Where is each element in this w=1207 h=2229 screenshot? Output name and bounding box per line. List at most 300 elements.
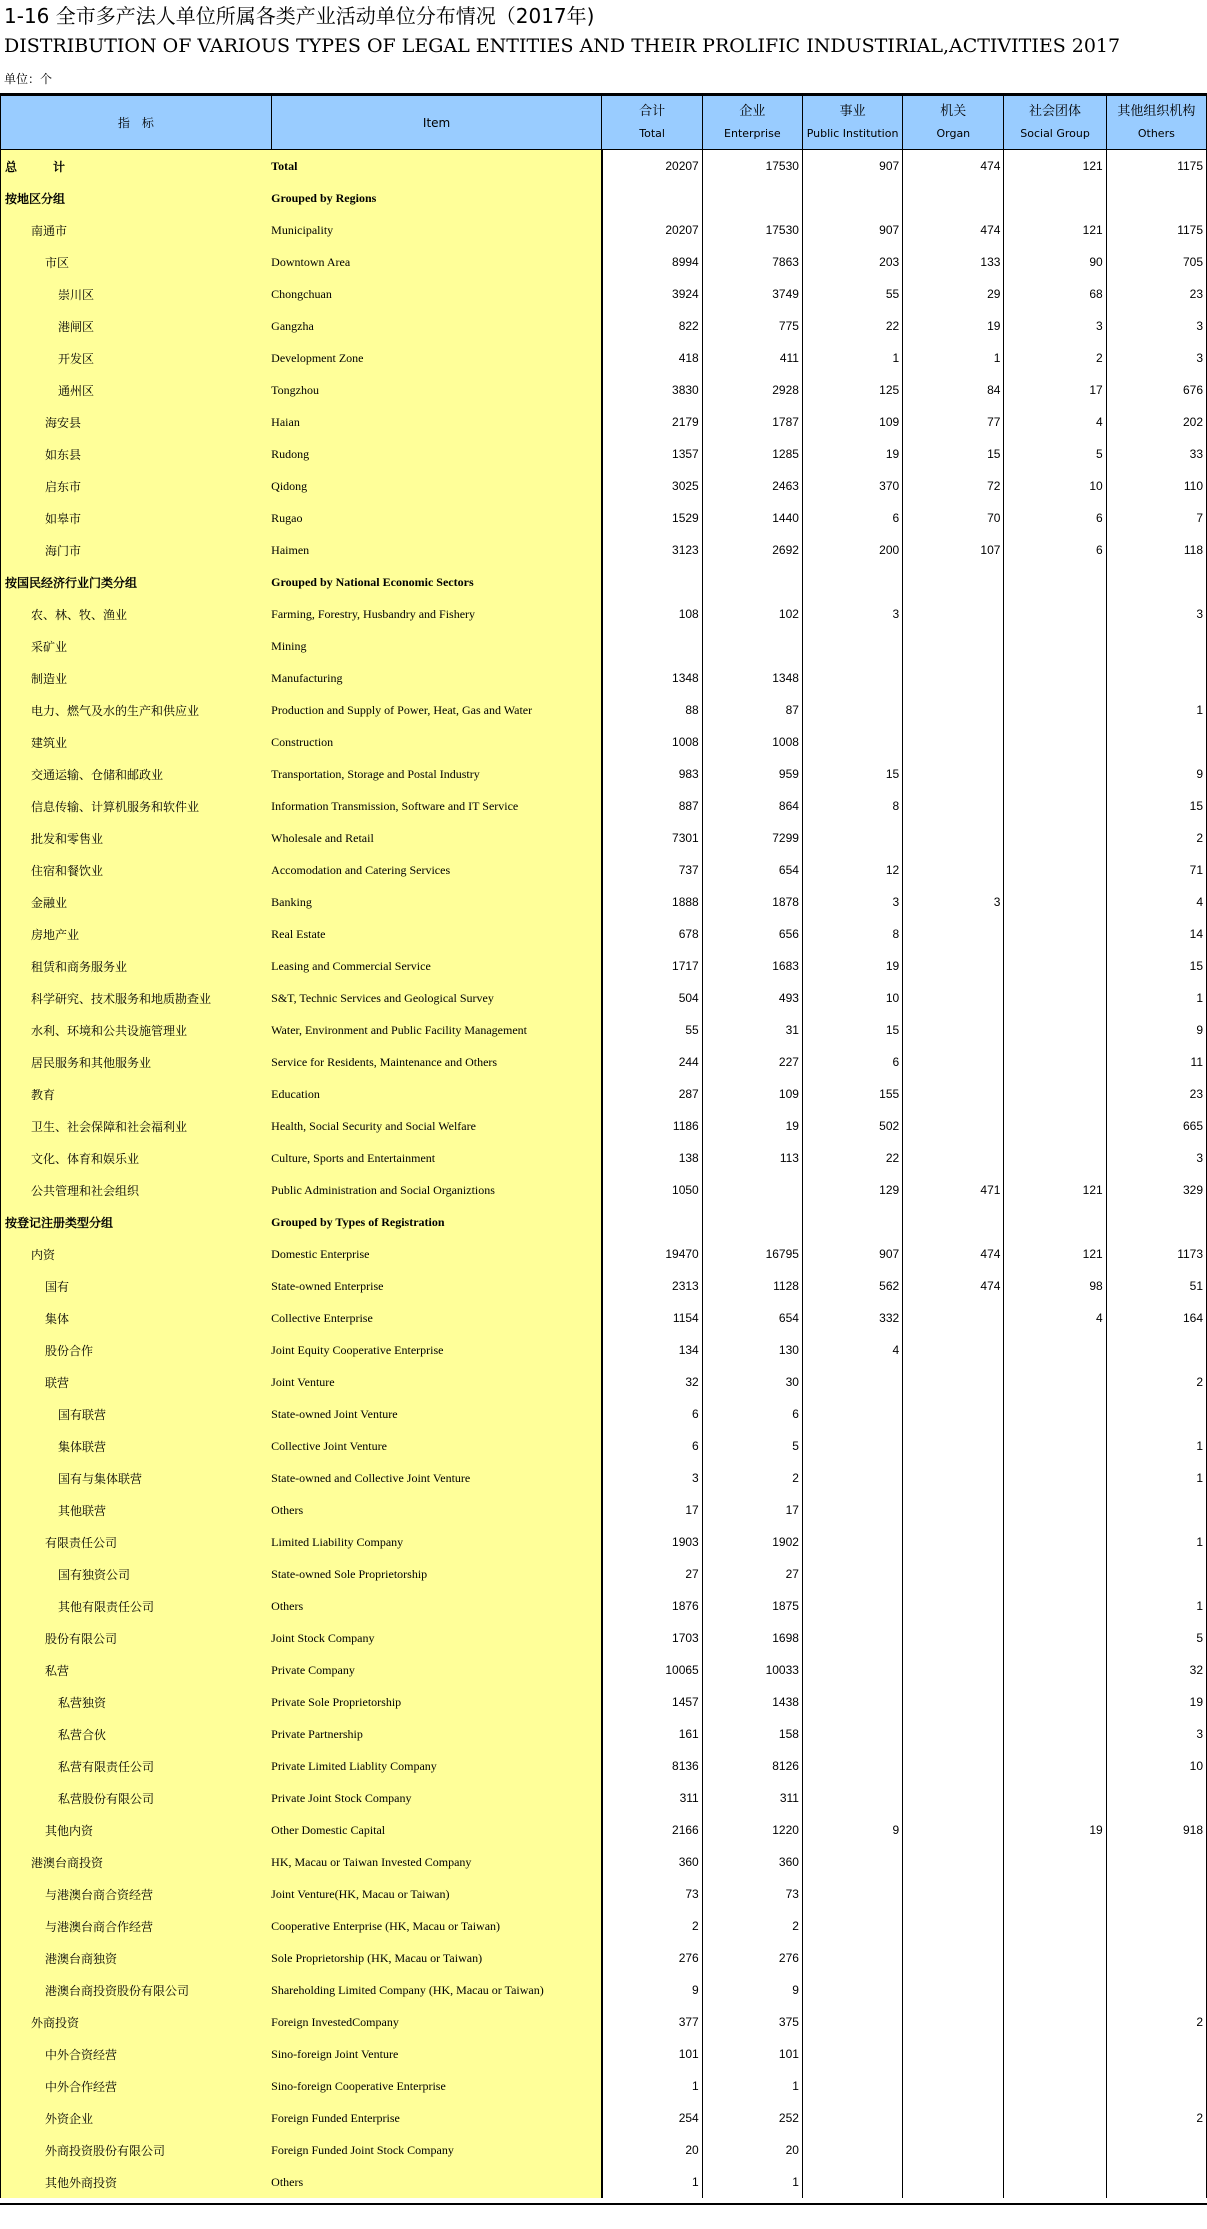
cell-organ <box>903 1622 1004 1654</box>
cell-enterprise: 252 <box>702 2102 802 2134</box>
table-row <box>1 1046 1207 1078</box>
cell-total: 20207 <box>602 214 702 246</box>
cell-total: 3830 <box>602 374 702 406</box>
row-indicator-cn: 其他外商投资 <box>1 2166 272 2198</box>
header-cn: 事业 <box>839 103 866 119</box>
cell-public-institution <box>802 1366 902 1398</box>
cell-organ <box>903 1014 1004 1046</box>
cell-organ <box>903 598 1004 630</box>
cell-social-group <box>1004 1654 1106 1686</box>
row-indicator-cn: 教育 <box>1 1078 272 1110</box>
table-row <box>1 1014 1207 1046</box>
row-indicator-cn: 私营合伙 <box>1 1718 272 1750</box>
header-others <box>1106 96 1206 150</box>
cell-organ <box>903 1462 1004 1494</box>
table-row <box>1 1526 1207 1558</box>
cell-others: 1 <box>1106 1526 1206 1558</box>
cell-others: 2 <box>1106 2102 1206 2134</box>
cell-enterprise: 1 <box>702 2166 802 2198</box>
cell-public-institution: 15 <box>802 758 902 790</box>
cell-others: 1 <box>1106 694 1206 726</box>
table-row <box>1 2134 1207 2166</box>
row-indicator-cn: 海安县 <box>1 406 272 438</box>
cell-organ <box>903 2070 1004 2102</box>
table-row <box>1 1558 1207 1590</box>
cell-others: 676 <box>1106 374 1206 406</box>
cell-social-group: 3 <box>1004 310 1106 342</box>
header-en: Organ <box>936 126 971 140</box>
row-item-en: Joint Stock Company <box>271 1622 602 1654</box>
table-row <box>1 886 1207 918</box>
cell-total: 88 <box>602 694 702 726</box>
cell-organ <box>903 1526 1004 1558</box>
row-item-en: Farming, Forestry, Husbandry and Fishery <box>271 598 602 630</box>
cell-enterprise: 31 <box>702 1014 802 1046</box>
cell-total: 1154 <box>602 1302 702 1334</box>
row-item-en: Culture, Sports and Entertainment <box>271 1142 602 1174</box>
table-row <box>1 918 1207 950</box>
cell-total <box>602 182 702 214</box>
cell-others <box>1106 1398 1206 1430</box>
row-indicator-cn: 水利、环境和公共设施管理业 <box>1 1014 272 1046</box>
cell-social-group <box>1004 1462 1106 1494</box>
cell-organ <box>903 918 1004 950</box>
row-item-en: Foreign Funded Joint Stock Company <box>271 2134 602 2166</box>
cell-organ <box>903 982 1004 1014</box>
table-row <box>1 822 1207 854</box>
table-row <box>1 1878 1207 1910</box>
cell-enterprise: 2692 <box>702 534 802 566</box>
cell-total: 138 <box>602 1142 702 1174</box>
header-en: Enterprise <box>724 126 781 140</box>
cell-social-group <box>1004 1366 1106 1398</box>
cell-total: 108 <box>602 598 702 630</box>
cell-public-institution: 155 <box>802 1078 902 1110</box>
cell-organ <box>903 1206 1004 1238</box>
cell-organ <box>903 182 1004 214</box>
row-indicator-cn: 国有联营 <box>1 1398 272 1430</box>
cell-total: 287 <box>602 1078 702 1110</box>
cell-others: 1 <box>1106 982 1206 1014</box>
cell-total: 3 <box>602 1462 702 1494</box>
cell-public-institution <box>802 1430 902 1462</box>
cell-public-institution: 10 <box>802 982 902 1014</box>
cell-public-institution <box>802 566 902 598</box>
table-row <box>1 1206 1207 1238</box>
table-row <box>1 1174 1207 1206</box>
row-item-en: Private Sole Proprietorship <box>271 1686 602 1718</box>
row-indicator-cn: 有限责任公司 <box>1 1526 272 1558</box>
cell-others: 1 <box>1106 1590 1206 1622</box>
cell-social-group <box>1004 822 1106 854</box>
cell-enterprise: 17530 <box>702 150 802 183</box>
row-indicator-cn: 采矿业 <box>1 630 272 662</box>
cell-enterprise: 1285 <box>702 438 802 470</box>
cell-others: 1 <box>1106 1430 1206 1462</box>
table-row <box>1 630 1207 662</box>
table-row <box>1 1654 1207 1686</box>
header-social-group <box>1004 96 1106 150</box>
cell-enterprise: 16795 <box>702 1238 802 1270</box>
cell-social-group: 19 <box>1004 1814 1106 1846</box>
cell-public-institution <box>802 1878 902 1910</box>
cell-enterprise: 5 <box>702 1430 802 1462</box>
table-row <box>1 438 1207 470</box>
table-row <box>1 1814 1207 1846</box>
cell-others <box>1106 1782 1206 1814</box>
row-indicator-cn: 信息传输、计算机服务和软件业 <box>1 790 272 822</box>
cell-social-group: 121 <box>1004 1174 1106 1206</box>
row-indicator-cn: 其他内资 <box>1 1814 272 1846</box>
header-organ <box>903 96 1004 150</box>
table-row <box>1 150 1207 183</box>
cell-public-institution: 6 <box>802 1046 902 1078</box>
cell-total: 9 <box>602 1974 702 2006</box>
cell-organ <box>903 566 1004 598</box>
cell-social-group <box>1004 758 1106 790</box>
row-item-en: Sino-foreign Cooperative Enterprise <box>271 2070 602 2102</box>
cell-others <box>1106 726 1206 758</box>
cell-total: 17 <box>602 1494 702 1526</box>
table-row <box>1 2070 1207 2102</box>
row-indicator-cn: 按国民经济行业门类分组 <box>1 566 272 598</box>
cell-others <box>1106 1910 1206 1942</box>
cell-public-institution <box>802 726 902 758</box>
cell-social-group <box>1004 918 1106 950</box>
row-indicator-cn: 私营独资 <box>1 1686 272 1718</box>
cell-enterprise <box>702 630 802 662</box>
cell-others: 202 <box>1106 406 1206 438</box>
cell-enterprise: 7299 <box>702 822 802 854</box>
cell-enterprise: 87 <box>702 694 802 726</box>
cell-public-institution <box>802 1942 902 1974</box>
row-indicator-cn: 电力、燃气及水的生产和供应业 <box>1 694 272 726</box>
header-cn: 合计 <box>639 103 666 119</box>
cell-total: 2 <box>602 1910 702 1942</box>
cell-organ: 107 <box>903 534 1004 566</box>
row-item-en: Grouped by National Economic Sectors <box>271 566 602 598</box>
row-item-en: State-owned Enterprise <box>271 1270 602 1302</box>
cell-enterprise: 1128 <box>702 1270 802 1302</box>
cell-enterprise: 1902 <box>702 1526 802 1558</box>
table-row <box>1 1590 1207 1622</box>
cell-enterprise: 1440 <box>702 502 802 534</box>
header-enterprise <box>702 96 802 150</box>
table-row <box>1 1302 1207 1334</box>
row-item-en: Total <box>271 150 602 183</box>
cell-social-group <box>1004 1910 1106 1942</box>
cell-others: 9 <box>1106 1014 1206 1046</box>
cell-social-group <box>1004 1622 1106 1654</box>
row-indicator-cn: 文化、体育和娱乐业 <box>1 1142 272 1174</box>
cell-enterprise: 20 <box>702 2134 802 2166</box>
cell-total <box>602 566 702 598</box>
cell-others: 164 <box>1106 1302 1206 1334</box>
row-indicator-cn: 卫生、社会保障和社会福利业 <box>1 1110 272 1142</box>
cell-total: 55 <box>602 1014 702 1046</box>
cell-others: 51 <box>1106 1270 1206 1302</box>
cell-public-institution: 19 <box>802 950 902 982</box>
cell-others: 33 <box>1106 438 1206 470</box>
cell-organ <box>903 630 1004 662</box>
cell-enterprise: 864 <box>702 790 802 822</box>
cell-total: 678 <box>602 918 702 950</box>
cell-enterprise: 1698 <box>702 1622 802 1654</box>
row-indicator-cn: 总 计 <box>1 150 272 183</box>
table-row <box>1 1142 1207 1174</box>
cell-organ <box>903 1686 1004 1718</box>
cell-public-institution <box>802 2166 902 2198</box>
table-title-cn: 1-16 全市多产法人单位所属各类产业活动单位分布情况（2017年) <box>4 4 595 28</box>
cell-others: 15 <box>1106 790 1206 822</box>
cell-others: 2 <box>1106 2006 1206 2038</box>
cell-social-group <box>1004 854 1106 886</box>
cell-total: 32 <box>602 1366 702 1398</box>
cell-public-institution: 15 <box>802 1014 902 1046</box>
table-row <box>1 1782 1207 1814</box>
cell-public-institution: 22 <box>802 1142 902 1174</box>
cell-organ <box>903 758 1004 790</box>
table-row <box>1 1366 1207 1398</box>
cell-total: 1 <box>602 2166 702 2198</box>
cell-enterprise: 1878 <box>702 886 802 918</box>
header-en: Total <box>639 126 665 140</box>
row-item-en: Production and Supply of Power, Heat, Gas and Water <box>271 694 602 726</box>
table-row <box>1 1494 1207 1526</box>
cell-public-institution <box>802 1910 902 1942</box>
cell-social-group <box>1004 886 1106 918</box>
table-row <box>1 1942 1207 1974</box>
row-item-en: Service for Residents, Maintenance and Others <box>271 1046 602 1078</box>
cell-public-institution <box>802 822 902 854</box>
row-item-en: Banking <box>271 886 602 918</box>
cell-enterprise: 8126 <box>702 1750 802 1782</box>
cell-social-group <box>1004 1942 1106 1974</box>
row-indicator-cn: 科学研究、技术服务和地质勘查业 <box>1 982 272 1014</box>
cell-enterprise: 130 <box>702 1334 802 1366</box>
row-item-en: Joint Equity Cooperative Enterprise <box>271 1334 602 1366</box>
row-indicator-cn: 启东市 <box>1 470 272 502</box>
row-item-en: Real Estate <box>271 918 602 950</box>
cell-organ: 29 <box>903 278 1004 310</box>
cell-public-institution <box>802 1686 902 1718</box>
cell-others: 3 <box>1106 310 1206 342</box>
cell-organ <box>903 1814 1004 1846</box>
cell-total: 1050 <box>602 1174 702 1206</box>
cell-public-institution <box>802 1558 902 1590</box>
cell-total: 73 <box>602 1878 702 1910</box>
row-indicator-cn: 公共管理和社会组织 <box>1 1174 272 1206</box>
cell-others: 2 <box>1106 822 1206 854</box>
cell-others: 1175 <box>1106 150 1206 183</box>
cell-social-group <box>1004 1398 1106 1430</box>
header-cn: 社会团体 <box>1029 103 1082 119</box>
cell-organ <box>903 2038 1004 2070</box>
cell-enterprise: 1348 <box>702 662 802 694</box>
cell-enterprise: 158 <box>702 1718 802 1750</box>
cell-public-institution <box>802 1590 902 1622</box>
cell-organ: 474 <box>903 214 1004 246</box>
row-item-en: Chongchuan <box>271 278 602 310</box>
row-indicator-cn: 按地区分组 <box>1 182 272 214</box>
cell-organ <box>903 1142 1004 1174</box>
row-item-en: Construction <box>271 726 602 758</box>
row-item-en: Public Administration and Social Organiztions <box>271 1174 602 1206</box>
cell-total: 20207 <box>602 150 702 183</box>
table-row <box>1 1750 1207 1782</box>
cell-social-group: 121 <box>1004 1238 1106 1270</box>
row-item-en: Wholesale and Retail <box>271 822 602 854</box>
table-row <box>1 246 1207 278</box>
cell-enterprise: 7863 <box>702 246 802 278</box>
row-item-en: Foreign InvestedCompany <box>271 2006 602 2038</box>
cell-enterprise: 1787 <box>702 406 802 438</box>
cell-total: 7301 <box>602 822 702 854</box>
cell-public-institution: 125 <box>802 374 902 406</box>
row-item-en: Joint Venture <box>271 1366 602 1398</box>
cell-public-institution: 907 <box>802 214 902 246</box>
cell-organ: 3 <box>903 886 1004 918</box>
table-row <box>1 1334 1207 1366</box>
table-row <box>1 1110 1207 1142</box>
row-indicator-cn: 集体 <box>1 1302 272 1334</box>
cell-others: 71 <box>1106 854 1206 886</box>
row-item-en: Grouped by Types of Registration <box>271 1206 602 1238</box>
cell-enterprise: 30 <box>702 1366 802 1398</box>
cell-social-group: 17 <box>1004 374 1106 406</box>
cell-enterprise <box>702 1206 802 1238</box>
cell-others <box>1106 630 1206 662</box>
cell-organ: 1 <box>903 342 1004 374</box>
cell-total: 276 <box>602 1942 702 1974</box>
cell-public-institution: 907 <box>802 150 902 183</box>
cell-social-group <box>1004 1558 1106 1590</box>
table-row <box>1 1718 1207 1750</box>
table-row <box>1 278 1207 310</box>
cell-social-group: 121 <box>1004 214 1106 246</box>
row-item-en: Haian <box>271 406 602 438</box>
row-item-en: Gangzha <box>271 310 602 342</box>
row-indicator-cn: 南通市 <box>1 214 272 246</box>
cell-social-group <box>1004 1526 1106 1558</box>
row-item-en: State-owned Sole Proprietorship <box>271 1558 602 1590</box>
table-row <box>1 470 1207 502</box>
cell-social-group <box>1004 982 1106 1014</box>
header-cn: 其他组织机构 <box>1117 103 1196 119</box>
row-item-en: Limited Liability Company <box>271 1526 602 1558</box>
cell-total: 1903 <box>602 1526 702 1558</box>
cell-organ <box>903 1046 1004 1078</box>
cell-total: 20 <box>602 2134 702 2166</box>
cell-public-institution: 562 <box>802 1270 902 1302</box>
table-row <box>1 406 1207 438</box>
cell-others <box>1106 662 1206 694</box>
cell-enterprise: 656 <box>702 918 802 950</box>
cell-total: 418 <box>602 342 702 374</box>
cell-total: 2313 <box>602 1270 702 1302</box>
cell-enterprise: 27 <box>702 1558 802 1590</box>
row-indicator-cn: 内资 <box>1 1238 272 1270</box>
cell-social-group: 5 <box>1004 438 1106 470</box>
cell-others: 9 <box>1106 758 1206 790</box>
cell-others <box>1106 2166 1206 2198</box>
cell-social-group <box>1004 1686 1106 1718</box>
cell-social-group <box>1004 1846 1106 1878</box>
cell-total: 822 <box>602 310 702 342</box>
cell-organ: 474 <box>903 150 1004 183</box>
row-indicator-cn: 开发区 <box>1 342 272 374</box>
cell-organ <box>903 1302 1004 1334</box>
table-header-row <box>1 96 1207 150</box>
cell-public-institution <box>802 1526 902 1558</box>
cell-social-group <box>1004 1878 1106 1910</box>
cell-total: 1888 <box>602 886 702 918</box>
row-indicator-cn: 租赁和商务服务业 <box>1 950 272 982</box>
cell-public-institution: 907 <box>802 1238 902 1270</box>
cell-social-group <box>1004 2070 1106 2102</box>
cell-enterprise: 1 <box>702 2070 802 2102</box>
row-item-en: Others <box>271 1494 602 1526</box>
cell-others <box>1106 2038 1206 2070</box>
row-indicator-cn: 如东县 <box>1 438 272 470</box>
cell-public-institution <box>802 1974 902 2006</box>
cell-others: 7 <box>1106 502 1206 534</box>
cell-public-institution: 12 <box>802 854 902 886</box>
cell-public-institution: 22 <box>802 310 902 342</box>
cell-total: 2166 <box>602 1814 702 1846</box>
row-indicator-cn: 国有独资公司 <box>1 1558 272 1590</box>
cell-social-group <box>1004 2134 1106 2166</box>
cell-enterprise: 17530 <box>702 214 802 246</box>
cell-total: 19470 <box>602 1238 702 1270</box>
row-item-en: Leasing and Commercial Service <box>271 950 602 982</box>
cell-others <box>1106 182 1206 214</box>
cell-organ <box>903 1974 1004 2006</box>
cell-others: 3 <box>1106 1142 1206 1174</box>
cell-social-group <box>1004 694 1106 726</box>
cell-public-institution <box>802 1622 902 1654</box>
row-indicator-cn: 批发和零售业 <box>1 822 272 854</box>
cell-enterprise: 10033 <box>702 1654 802 1686</box>
cell-others: 15 <box>1106 950 1206 982</box>
cell-social-group: 6 <box>1004 534 1106 566</box>
cell-enterprise: 959 <box>702 758 802 790</box>
cell-organ <box>903 1494 1004 1526</box>
cell-public-institution: 109 <box>802 406 902 438</box>
cell-public-institution <box>802 1846 902 1878</box>
cell-enterprise: 101 <box>702 2038 802 2070</box>
cell-enterprise: 9 <box>702 1974 802 2006</box>
row-item-en: Foreign Funded Enterprise <box>271 2102 602 2134</box>
cell-enterprise: 73 <box>702 1878 802 1910</box>
cell-total: 254 <box>602 2102 702 2134</box>
cell-social-group <box>1004 1590 1106 1622</box>
row-indicator-cn: 市区 <box>1 246 272 278</box>
row-item-en: Manufacturing <box>271 662 602 694</box>
row-indicator-cn: 海门市 <box>1 534 272 566</box>
row-indicator-cn: 农、林、牧、渔业 <box>1 598 272 630</box>
cell-organ <box>903 2102 1004 2134</box>
row-indicator-cn: 按登记注册类型分组 <box>1 1206 272 1238</box>
cell-public-institution: 6 <box>802 502 902 534</box>
cell-public-institution <box>802 630 902 662</box>
cell-total: 6 <box>602 1430 702 1462</box>
cell-organ <box>903 1942 1004 1974</box>
row-indicator-cn: 制造业 <box>1 662 272 694</box>
cell-others: 1 <box>1106 1462 1206 1494</box>
cell-enterprise <box>702 1174 802 1206</box>
cell-others: 23 <box>1106 278 1206 310</box>
